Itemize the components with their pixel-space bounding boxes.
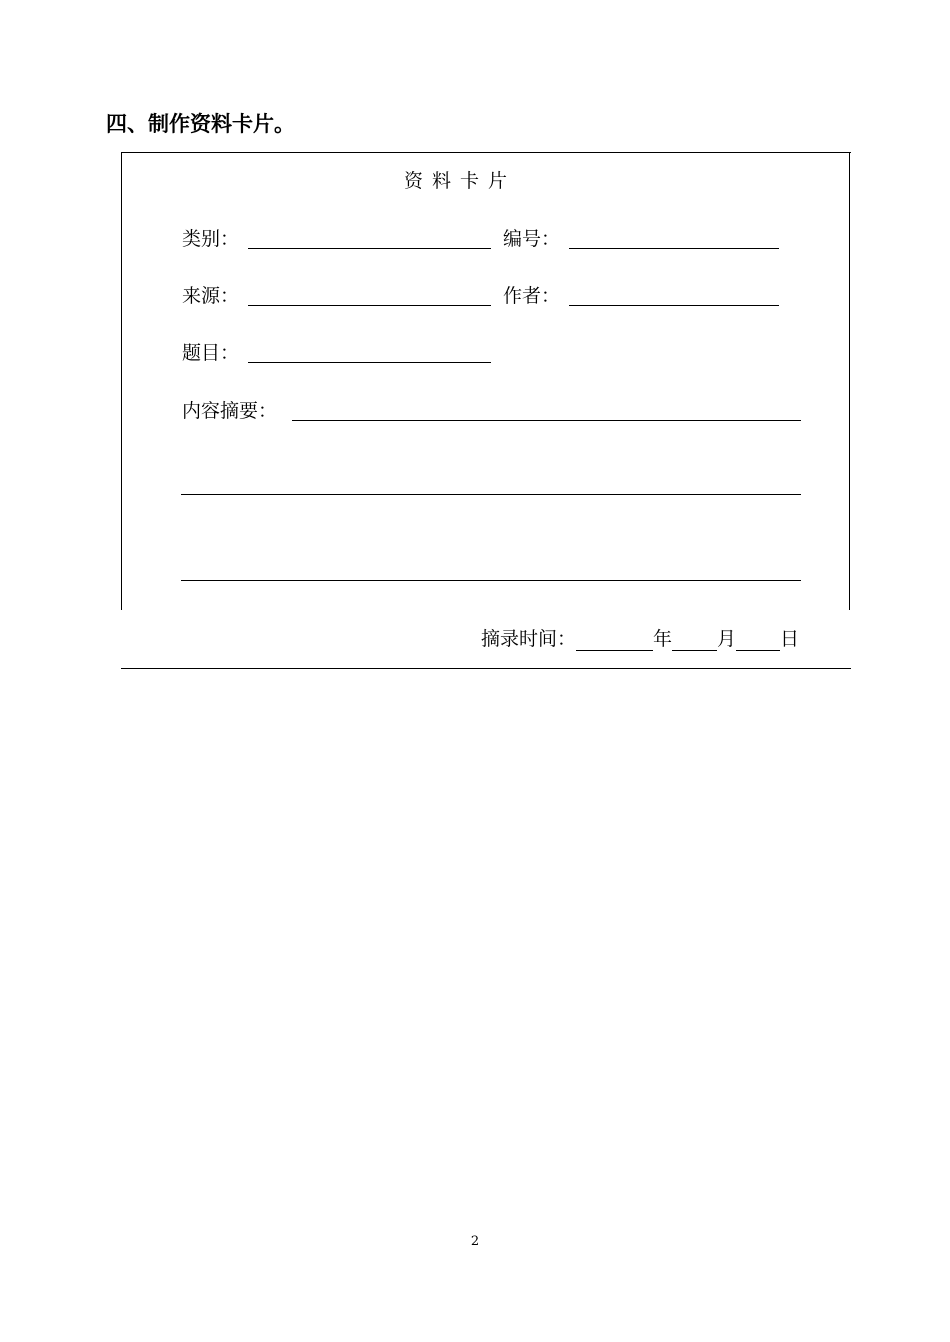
section-heading: 四、制作资料卡片。 xyxy=(106,112,295,136)
card-border-right xyxy=(849,152,850,610)
topic-label: 题目： xyxy=(182,342,240,364)
category-field[interactable] xyxy=(248,248,491,249)
topic-field[interactable] xyxy=(248,362,491,363)
day-label: 日 xyxy=(780,628,800,650)
month-label: 月 xyxy=(717,628,737,650)
month-field[interactable] xyxy=(672,627,717,651)
source-label: 来源： xyxy=(182,285,240,307)
year-label: 年 xyxy=(653,628,673,650)
excerpt-date-row xyxy=(481,627,799,651)
category-label: 类别： xyxy=(182,228,240,250)
source-field[interactable] xyxy=(248,305,491,306)
card-title: 资料卡片 xyxy=(404,170,517,192)
author-field[interactable] xyxy=(569,305,779,306)
card-border-top xyxy=(121,152,851,153)
excerpt-date-label: 摘录时间： xyxy=(481,628,577,650)
card-border-bottom xyxy=(121,668,851,669)
number-label: 编号： xyxy=(503,228,561,250)
summary-field-line-1[interactable] xyxy=(292,420,801,421)
number-field[interactable] xyxy=(569,248,779,249)
page-number: 2 xyxy=(470,1234,480,1249)
day-field[interactable] xyxy=(736,627,780,651)
card-border-left xyxy=(121,152,122,610)
author-label: 作者： xyxy=(503,285,561,307)
year-field[interactable] xyxy=(576,627,653,651)
summary-label: 内容摘要： xyxy=(182,400,278,422)
summary-field-line-2[interactable] xyxy=(181,494,801,495)
summary-field-line-3[interactable] xyxy=(181,580,801,581)
